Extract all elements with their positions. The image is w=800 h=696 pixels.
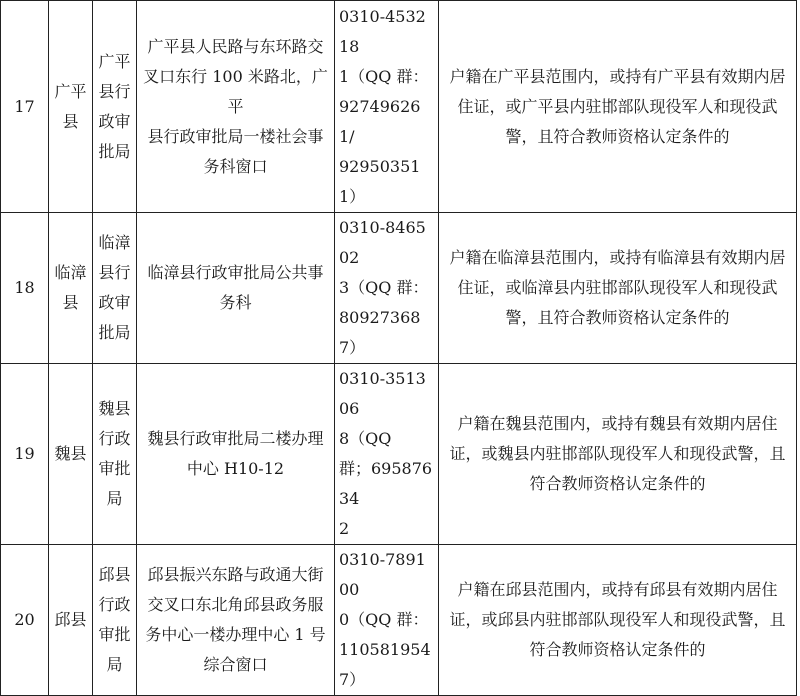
phone-cell: 0310-789100 0（QQ 群： 1105819547） (335, 545, 439, 696)
address-cell: 魏县行政审批局二楼办理 中心 H10-12 (137, 364, 335, 545)
row-number: 17 (1, 1, 49, 213)
office-cell: 魏县 行政 审批 局 (93, 364, 137, 545)
condition-cell: 户籍在广平县范围内，或持有广平县有效期内居 住证，或广平县内驻邯部队现役军人和现役武 警，且符合教师资格认定条件的 (439, 1, 797, 213)
condition-cell: 户籍在邱县范围内，或持有邱县有效期内居住 证，或邱县内驻邯部队现役军人和现役武警，且 符合教师资格认定条件的 (439, 545, 797, 696)
row-number: 18 (1, 213, 49, 364)
phone-cell: 0310-453218 1（QQ 群： 927496261/ 929503511） (335, 1, 439, 213)
row-number: 19 (1, 364, 49, 545)
address-cell: 广平县人民路与东环路交 叉口东行 100 米路北，广平 县行政审批局一楼社会事 务科窗口 (137, 1, 335, 213)
table-row (1, 545, 797, 696)
row-number: 20 (1, 545, 49, 696)
table-row (1, 1, 797, 213)
office-cell: 广平 县行 政审 批局 (93, 1, 137, 213)
condition-cell: 户籍在魏县范围内，或持有魏县有效期内居住 证，或魏县内驻邯部队现役军人和现役武警，且 符合教师资格认定条件的 (439, 364, 797, 545)
condition-cell: 户籍在临漳县范围内，或持有临漳县有效期内居 住证，或临漳县内驻邯部队现役军人和现役武 警，且符合教师资格认定条件的 (439, 213, 797, 364)
county-cell: 魏县 (49, 364, 93, 545)
table-row (1, 213, 797, 364)
address-cell: 临漳县行政审批局公共事 务科 (137, 213, 335, 364)
county-cell: 邱县 (49, 545, 93, 696)
county-cell: 广平 县 (49, 1, 93, 213)
office-cell: 邱县 行政 审批 局 (93, 545, 137, 696)
phone-cell: 0310-351306 8（QQ 群；69587634 2 (335, 364, 439, 545)
phone-cell: 0310-846502 3（QQ 群： 809273687） (335, 213, 439, 364)
address-cell: 邱县振兴东路与政通大街 交叉口东北角邱县政务服 务中心一楼办理中心 1 号 综合窗口 (137, 545, 335, 696)
office-cell: 临漳 县行 政审 批局 (93, 213, 137, 364)
table-row (1, 364, 797, 545)
county-cell: 临漳 县 (49, 213, 93, 364)
